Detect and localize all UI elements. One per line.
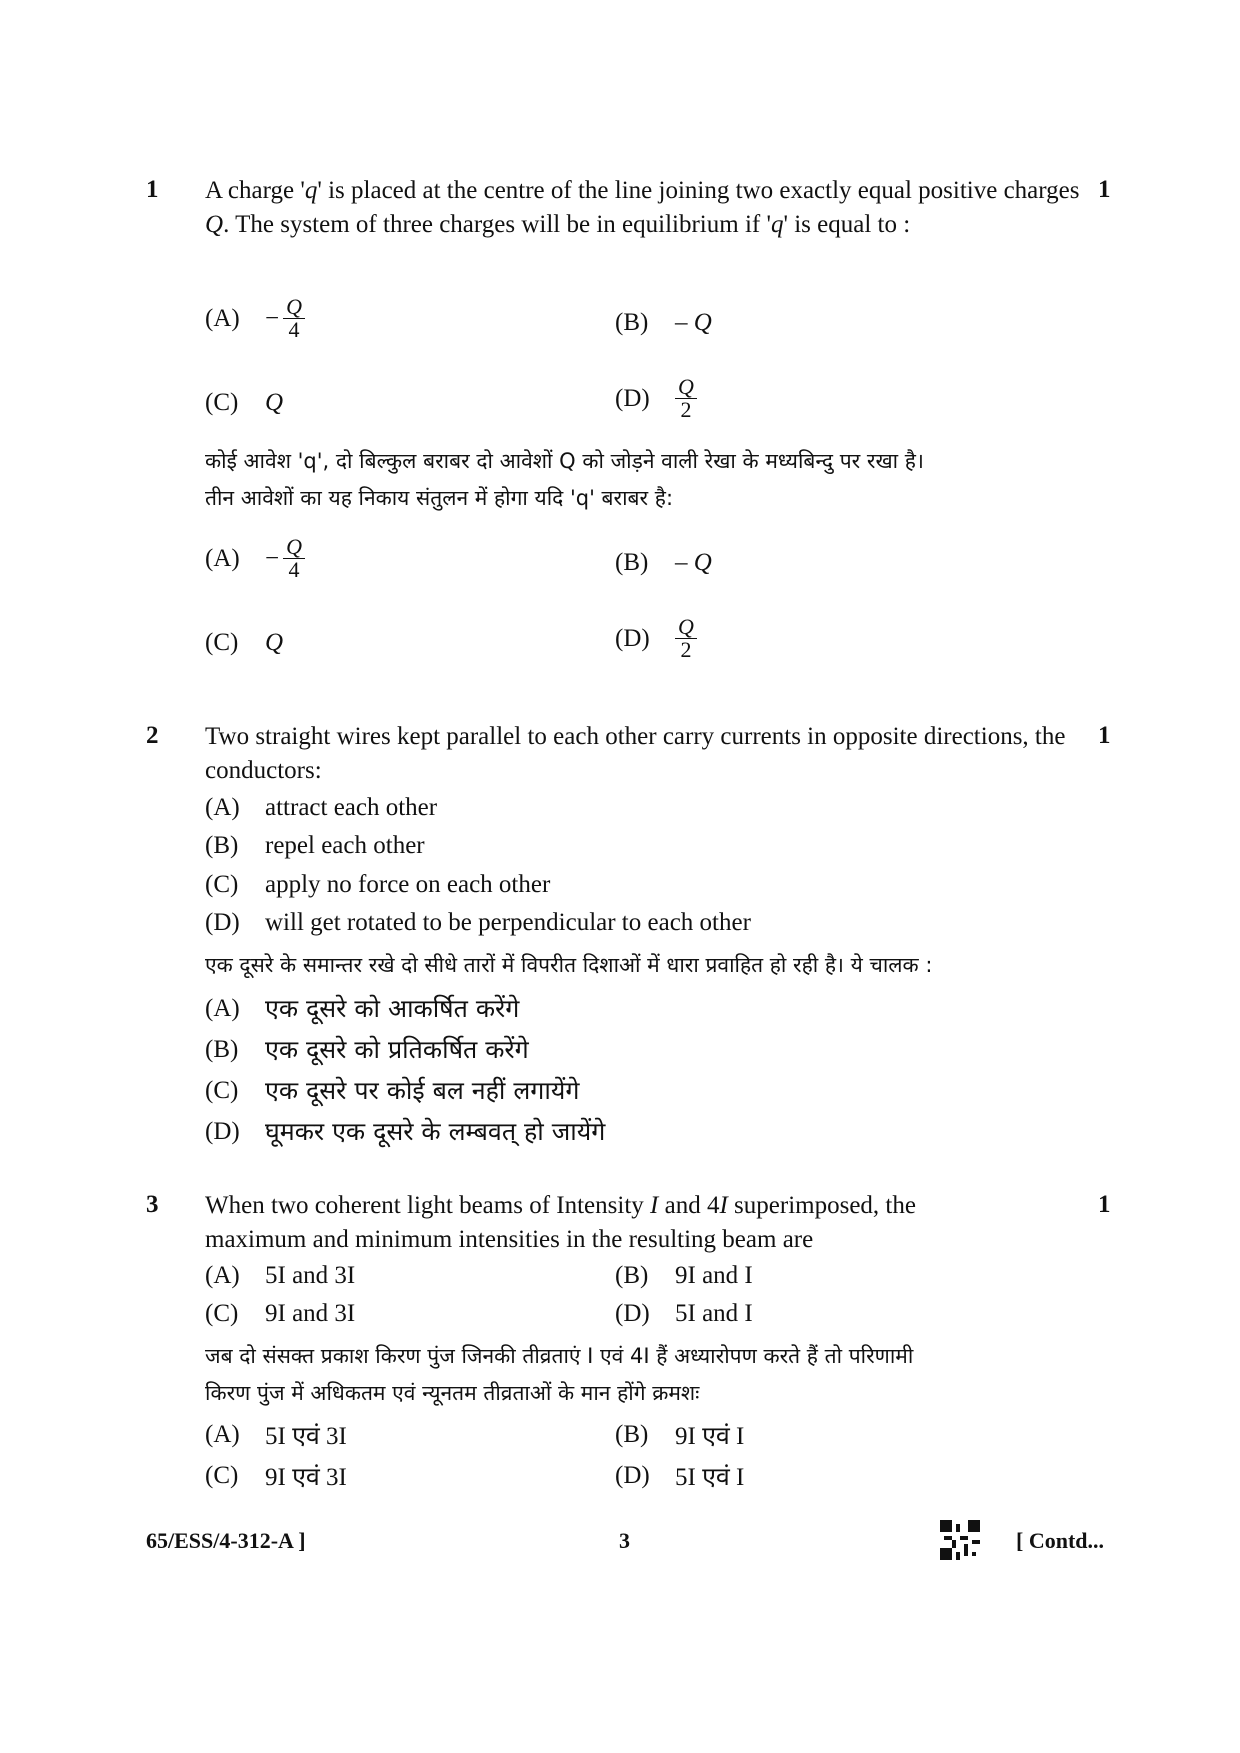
- option-a-hi[interactable]: (A) − $\frac{Q}{4}$: [205, 536, 305, 581]
- option-b[interactable]: (B) repel each other: [205, 832, 425, 859]
- question-stem-hi: कोई आवेश 'q', दो बिल्कुल बराबर दो आवेशों Q को जोड़ने वाली रेखा के मध्यबिन्दु पर रखा है। तीन आवेशों का यह निकाय संतुलन में होगा यदि 'q' बराबर है:: [205, 449, 924, 510]
- option-b[interactable]: (B) – Q: [615, 309, 712, 336]
- option-d-hi[interactable]: (D) घूमकर एक दूसरे के लम्बवत् हो जायेंगे: [205, 1117, 606, 1146]
- question-stem-en: A charge 'q' is placed at the centre of the line joining two exactly equal positive charges Q. The system of three charges will be in equilibrium if 'q' is equal to :: [205, 177, 1080, 238]
- option-b-hi[interactable]: (B) – Q: [615, 549, 712, 576]
- question-stem-en: Two straight wires kept parallel to each other carry currents in opposite directions, the conductors:: [205, 723, 1066, 784]
- option-c-hi[interactable]: (C) एक दूसरे पर कोई बल नहीं लगायेंगे: [205, 1076, 580, 1105]
- question-marks: 1: [1098, 1191, 1111, 1218]
- option-a[interactable]: (A) attract each other: [205, 794, 438, 821]
- page-number: 3: [619, 1528, 630, 1553]
- option-a-hi[interactable]: (A) 5I एवं 3I: [205, 1421, 347, 1450]
- option-d[interactable]: (D) $\frac{Q}{2}$: [615, 376, 697, 421]
- option-c-hi[interactable]: (C) Q: [205, 629, 284, 656]
- question-number: 2: [146, 722, 159, 749]
- question-number: 3: [146, 1191, 159, 1218]
- question-marks: 1: [1098, 722, 1111, 749]
- option-b-hi[interactable]: (B) एक दूसरे को प्रतिकर्षित करेंगे: [205, 1035, 529, 1064]
- fraction: $\frac{Q}{2}$: [675, 616, 697, 661]
- question-marks: 1: [1098, 176, 1111, 203]
- option-a[interactable]: (A) 5I and 3I: [205, 1262, 356, 1289]
- option-d-hi[interactable]: (D) $\frac{Q}{2}$: [615, 616, 697, 661]
- question-number: 1: [146, 176, 159, 203]
- fraction: $\frac{Q}{2}$: [675, 376, 697, 421]
- option-b[interactable]: (B) 9I and I: [615, 1262, 753, 1289]
- continued-label: [ Contd...: [1016, 1528, 1105, 1553]
- option-a-hi[interactable]: (A) एक दूसरे को आकर्षित करेंगे: [205, 994, 520, 1023]
- fraction: $\frac{Q}{4}$: [283, 296, 305, 341]
- option-b-hi[interactable]: (B) 9I एवं I: [615, 1421, 745, 1450]
- paper-code: 65/ESS/4-312-A ]: [146, 1528, 306, 1553]
- option-c-hi[interactable]: (C) 9I एवं 3I: [205, 1462, 347, 1491]
- option-c[interactable]: (C) Q: [205, 389, 284, 416]
- option-c[interactable]: (C) 9I and 3I: [205, 1300, 356, 1327]
- question-stem-hi: एक दूसरे के समान्तर रखे दो सीधे तारों में विपरीत दिशाओं में धारा प्रवाहित हो रही है। ये चालक :: [205, 953, 933, 977]
- option-a[interactable]: (A) − $\frac{Q}{4}$: [205, 296, 305, 341]
- option-d[interactable]: (D) 5I and I: [615, 1300, 753, 1327]
- option-c[interactable]: (C) apply no force on each other: [205, 871, 551, 898]
- qr-code-icon: [940, 1520, 980, 1560]
- option-d[interactable]: (D) will get rotated to be perpendicular to each other: [205, 909, 751, 936]
- question-stem-en: When two coherent light beams of Intensity I and 4I superimposed, the maximum and minimum intensities in the resulting beam are: [205, 1192, 916, 1253]
- fraction: $\frac{Q}{4}$: [283, 536, 305, 581]
- question-stem-hi: जब दो संसक्त प्रकाश किरण पुंज जिनकी तीव्रताएं I एवं 4I हैं अध्यारोपण करते हैं तो परिणामी किरण पुंज में अधिकतम एवं न्यूनतम तीव्रताओं के मान होंगे क्रमशः: [205, 1344, 914, 1405]
- option-d-hi[interactable]: (D) 5I एवं I: [615, 1462, 745, 1491]
